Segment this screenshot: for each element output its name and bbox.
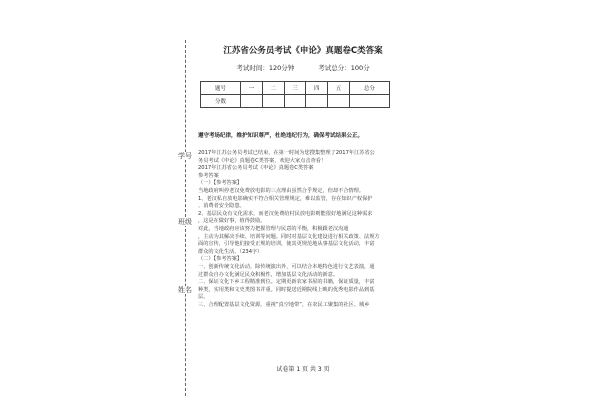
exam-time: 考试时间：120分钟 — [236, 64, 295, 72]
student-id-label: 学号 — [178, 152, 192, 160]
body-line: 2017年江苏省公务员考试《申论》真题卷C类答案 — [198, 165, 314, 172]
body-line: 2017年江苏公务员考试已结束，在第一时间为您搜集整理了2017年江苏省公 — [198, 150, 375, 156]
body-line: ，这是在做好事，值得鼓励。 — [198, 218, 266, 225]
body-line: 参考答案 — [198, 172, 219, 179]
body-line: 一、创新传统文化活动。除传统演出外，可以结合本地特色进行文艺表演，通 — [198, 263, 375, 270]
score-cell: 一 — [241, 82, 263, 95]
body-line: 面的宣传，引导他们接受正规的培训，使其更规范地从事基层文化活动，丰富 — [198, 241, 375, 248]
page-footer: 试卷第 1 页 共 3 页 — [276, 366, 330, 373]
class-label: 班级 — [178, 218, 192, 226]
score-table-score-row — [201, 95, 390, 108]
page-title: 江苏省公务员考试《申论》真题卷C类答案 — [223, 46, 383, 56]
score-cell: 五 — [328, 82, 350, 95]
body-line: 当地政府叫停老汉免费放电影的三点理由虽然合乎规定，但却不合情理。 — [198, 187, 365, 194]
score-cell: 总分 — [349, 82, 389, 95]
body-line: 、消费者安全隐患。 — [198, 203, 245, 210]
body-line: 层。 — [198, 294, 209, 301]
body-line: 过群众自办文化满足民众积极性，增加基层文化活动的新意。 — [198, 271, 339, 278]
exam-meta — [198, 64, 408, 72]
score-cell: 三 — [284, 82, 306, 95]
body-line: 务员考试《申论》真题卷C类答案，欢迎大家点击查看！ — [198, 157, 327, 164]
body-line: 种类，实用类和文史类图书并重。同时提送近期院线上映的优秀电影作品到基 — [198, 286, 375, 293]
score-cell: 四 — [306, 82, 328, 95]
body-line: （一）【参考答案】 — [198, 180, 243, 187]
score-blank-cell — [262, 95, 284, 108]
score-cell: 题号 — [201, 82, 241, 95]
body-line: 二、保证文化下乡工程精准到位。定期更新农家书屋的书籍，保证质量，丰富 — [198, 279, 375, 286]
score-blank-cell — [328, 95, 350, 108]
score-table — [200, 81, 390, 108]
body-line: ，主动为其解决手续、培训等问题。同时对基层文化建设进行相关政策、法规方 — [198, 233, 380, 240]
body-line: 1、老汉私自放电影确实不符合相关管理规定，难以监管，存在知识产权保护 — [198, 195, 373, 202]
body-line: 群众的文化生活。（234字） — [198, 248, 263, 255]
binding-line — [178, 40, 192, 396]
score-blank-cell — [349, 95, 389, 108]
body-line: 2、基层民众有文化需求，而老汉免费给村民放电影则能很好地满足这种需求 — [198, 210, 373, 217]
body-line: 对此，当地政府应该努力把握管理与民意的平衡，积极跟老汉沟通 — [198, 225, 349, 232]
answer-body — [198, 150, 408, 309]
score-cell: 二 — [262, 82, 284, 95]
score-blank-cell — [241, 95, 263, 108]
score-blank-cell — [306, 95, 328, 108]
exam-page — [198, 46, 408, 309]
body-line: 三、合理配置基层文化资源。重视“真空地带”，在农民工聚集的社区、城乡 — [198, 301, 370, 308]
name-label: 姓名 — [178, 286, 192, 294]
score-blank-cell — [284, 95, 306, 108]
score-row-label: 分数 — [201, 95, 241, 108]
score-table-header-row — [201, 82, 390, 95]
body-line: （二）【参考答案】 — [198, 256, 243, 263]
exam-notice: 遵守考场纪律，维护知识尊严，杜绝违纪行为，确保考试结果公正。 — [198, 133, 364, 139]
exam-total-score: 考试总分：100分 — [318, 64, 370, 72]
